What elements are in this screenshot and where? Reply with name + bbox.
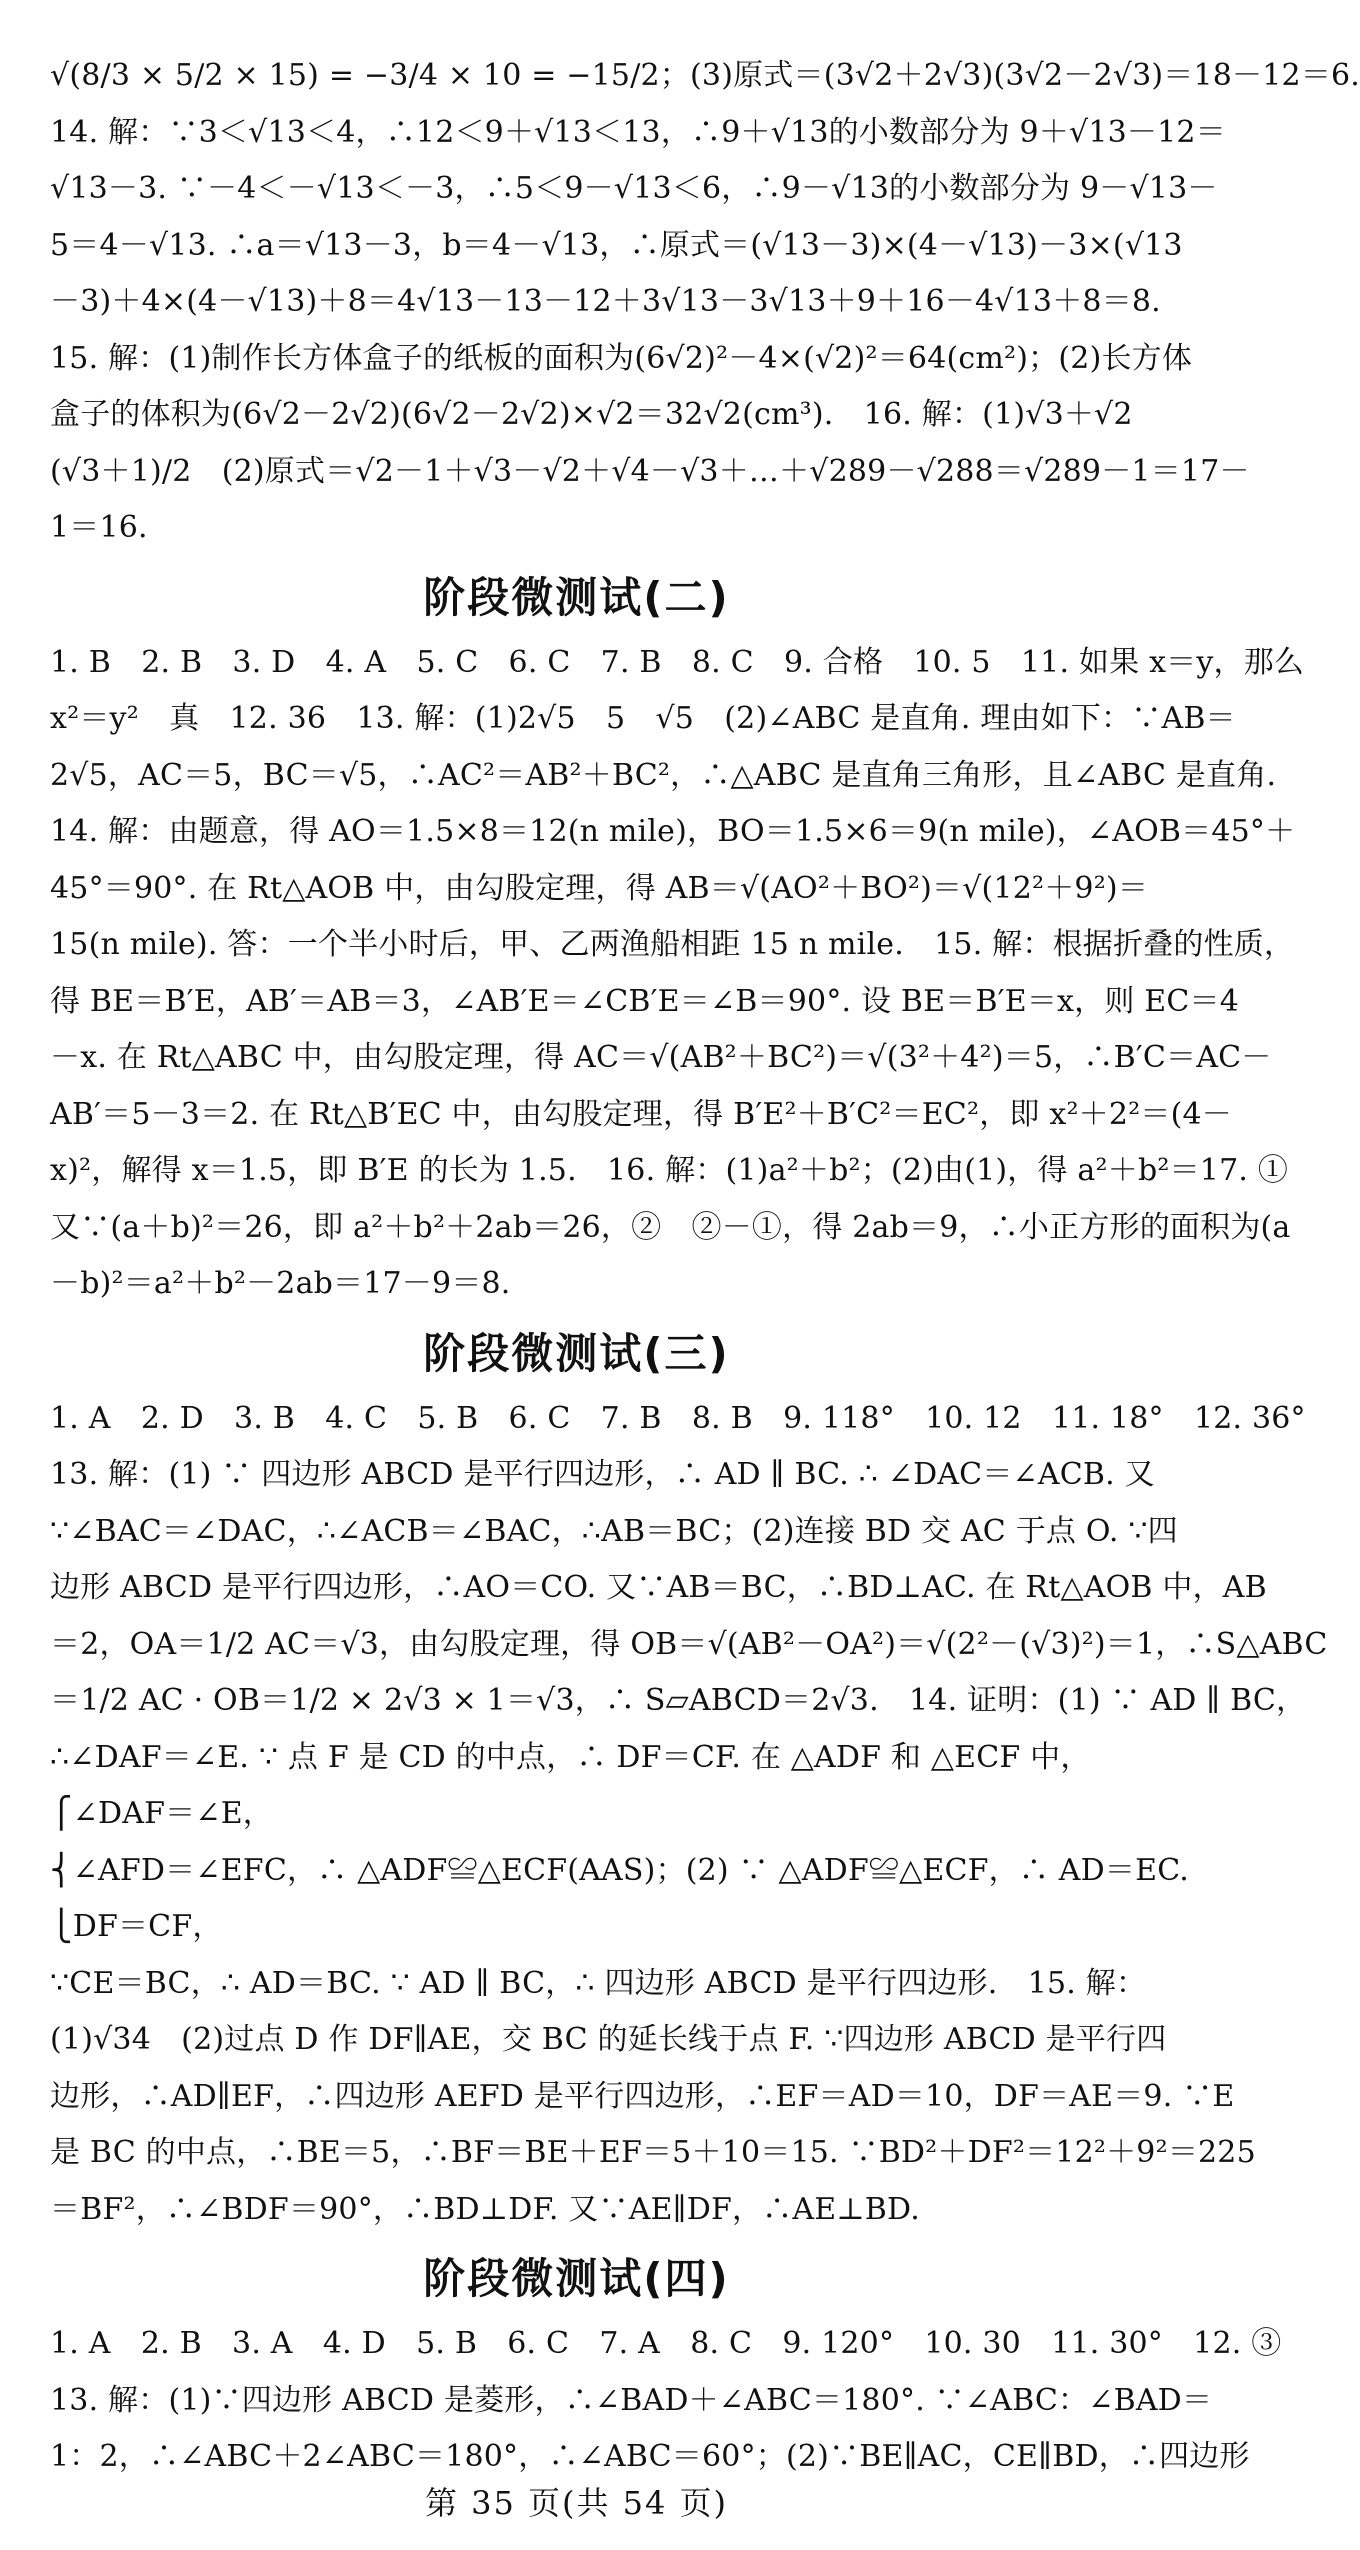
text-line: ∵CE＝BC，∴ AD＝BC. ∵ AD ∥ BC，∴ 四边形 ABCD 是平行四边形. 15. 解： xyxy=(50,1965,1147,2001)
text-line: ∵∠BAC＝∠DAC，∴∠ACB＝∠BAC，∴AB＝BC；(2)连接 BD 交 AC 于点 O. ∵四 xyxy=(50,1513,1178,1549)
text-line: 盒子的体积为(6√2－2√2)(6√2－2√2)×√2＝32√2(cm³). 16. 解：(1)√3＋√2 xyxy=(50,397,1133,432)
text-line: (1)√34 (2)过点 D 作 DF∥AE，交 BC 的延长线于点 F. ∵四边形 ABCD 是平行四 xyxy=(50,2022,1167,2057)
text-line: 1. A 2. B 3. A 4. D 5. B 6. C 7. A 8. C 9. 120° 10. 30 11. 30° 12. ③ xyxy=(50,2326,1282,2361)
text-line: 是 BC 的中点，∴BE＝5，∴BF＝BE＋EF＝5＋10＝15. ∵BD²＋DF²＝12²＋9²＝225 xyxy=(50,2135,1256,2170)
text-line: 15. 解：(1)制作长方体盒子的纸板的面积为(6√2)²－4×(√2)²＝64(cm²)；(2)长方体 xyxy=(50,340,1193,376)
section-title-2: 阶段微测试(二) xyxy=(423,572,730,622)
text-line: ＝BF²，∴∠BDF＝90°，∴BD⊥DF. 又∵AE∥DF，∴AE⊥BD. xyxy=(50,2191,920,2227)
section-3-answers xyxy=(50,1391,1328,2239)
text-line: ∴∠DAF＝∠E. ∵ 点 F 是 CD 的中点，∴ DF＝CF. 在 △ADF 和 △ECF 中， xyxy=(50,1739,1091,1775)
text-line: √(8/3 × 5/2 × 15) = −3/4 × 10 = −15/2；(3)原式＝(3√2＋2√3)(3√2－2√3)＝18－12＝6. xyxy=(50,58,1360,93)
text-line: ＝2，OA＝1/2 AC＝√3，由勾股定理，得 OB＝√(AB²－OA²)＝√(2²－(√3)²)＝1，∴S△ABC xyxy=(50,1626,1328,1662)
section-title-4: 阶段微测试(四) xyxy=(423,2254,730,2303)
text-line: AB′＝5－3＝2. 在 Rt△B′EC 中，由勾股定理，得 B′E²＋B′C²＝EC²，即 x²＋2²＝(4－ xyxy=(50,1096,1232,1132)
text-line: 13. 解：(1) ∵ 四边形 ABCD 是平行四边形，∴ AD ∥ BC. ∴ ∠DAC＝∠ACB. 又 xyxy=(50,1457,1155,1492)
text-line: －b)²＝a²＋b²－2ab＝17－9＝8. xyxy=(50,1266,511,1301)
text-line: 1. A 2. D 3. B 4. C 5. B 6. C 7. B 8. B 9. 118° 10. 12 11. 18° 12. 36° xyxy=(50,1400,1306,1436)
text-line: －3)＋4×(4－√13)＋8＝4√13－13－12＋3√13－3√13＋9＋16－4√13＋8＝8. xyxy=(50,284,1161,319)
text-line: 1＝16. xyxy=(50,510,148,545)
text-line: 边形，∴AD∥EF，∴四边形 AEFD 是平行四边形，∴EF＝AD＝10，DF＝AE＝9. ∵E xyxy=(50,2078,1235,2114)
text-line: 13. 解：(1)∵四边形 ABCD 是菱形，∴∠BAD＋∠ABC＝180°. ∵∠ABC：∠BAD＝ xyxy=(50,2382,1213,2418)
text-line: x)²，解得 x＝1.5，即 B′E 的长为 1.5. 16. 解：(1)a²＋b²；(2)由(1)，得 a²＋b²＝17. ① xyxy=(50,1153,1289,1188)
text-line: (√3＋1)/2 (2)原式＝√2－1＋√3－√2＋√4－√3＋…＋√289－√288＝√289－1＝17－ xyxy=(50,453,1250,489)
text-line: ⎩DF＝CF， xyxy=(50,1909,223,1944)
text-line: 2√5，AC＝5，BC＝√5，∴AC²＝AB²＋BC²，∴△ABC 是直角三角形，且∠ABC 是直角. xyxy=(50,757,1277,793)
text-line: 1. B 2. B 3. D 4. A 5. C 6. C 7. B 8. C 9. 合格 10. 5 11. 如果 x＝y，那么 xyxy=(50,644,1305,680)
text-line: 边形 ABCD 是平行四边形，∴AO＝CO. 又∵AB＝BC，∴BD⊥AC. 在 Rt△AOB 中，AB xyxy=(50,1570,1267,1605)
text-line: 又∵(a＋b)²＝26，即 a²＋b²＋2ab＝26，② ②－①，得 2ab＝9，∴小正方形的面积为(a xyxy=(50,1209,1291,1245)
text-line: －x. 在 Rt△ABC 中，由勾股定理，得 AC＝√(AB²＋BC²)＝√(3²＋4²)＝5，∴B′C＝AC－ xyxy=(50,1040,1272,1075)
text-line: √13－3. ∵－4＜－√13＜－3，∴5＜9－√13＜6，∴9－√13的小数部分为 9－√13－ xyxy=(50,171,1218,206)
section-4-answers xyxy=(50,2316,1282,2486)
text-line: 14. 解：∵3＜√13＜4，∴12＜9＋√13＜13，∴9＋√13的小数部分为 9＋√13－12＝ xyxy=(50,114,1226,150)
text-line: ⎨∠AFD＝∠EFC，∴ △ADF≌△ECF(AAS)；(2) ∵ △ADF≌△ECF，∴ AD＝EC. xyxy=(50,1852,1190,1888)
page-number-footer: 第 35 页(共 54 页) xyxy=(424,2484,729,2522)
text-line: ＝1/2 AC · OB＝1/2 × 2√3 × 1＝√3，∴ S▱ABCD＝2√3. 14. 证明：(1) ∵ AD ∥ BC， xyxy=(50,1683,1307,1718)
text-line: 5＝4－√13. ∴a＝√13－3，b＝4－√13，∴原式＝(√13－3)×(4－√13)－3×(√13 xyxy=(50,227,1183,263)
text-line: 14. 解：由题意，得 AO＝1.5×8＝12(n mile)，BO＝1.5×6＝9(n mile)，∠AOB＝45°＋ xyxy=(50,814,1296,849)
continued-answers xyxy=(50,48,1360,557)
text-line: x²＝y² 真 12. 36 13. 解：(1)2√5 5 √5 (2)∠ABC 是直角. 理由如下：∵AB＝ xyxy=(50,701,1236,736)
section-title-3: 阶段微测试(三) xyxy=(423,1328,730,1378)
text-line: 得 BE＝B′E，AB′＝AB＝3，∠AB′E＝∠CB′E＝∠B＝90°. 设 BE＝B′E＝x，则 EC＝4 xyxy=(50,983,1240,1019)
text-line: ⎧∠DAF＝∠E， xyxy=(50,1796,274,1831)
text-line: 45°＝90°. 在 Rt△AOB 中，由勾股定理，得 AB＝√(AO²＋BO²)＝√(12²＋9²)＝ xyxy=(50,870,1149,906)
text-line: 15(n mile). 答：一个半小时后，甲、乙两渔船相距 15 n mile. 15. 解：根据折叠的性质， xyxy=(50,927,1295,962)
text-line: 1：2，∴∠ABC＋2∠ABC＝180°，∴∠ABC＝60°；(2)∵BE∥AC，CE∥BD，∴四边形 xyxy=(50,2439,1250,2474)
section-2-answers xyxy=(50,635,1305,1313)
